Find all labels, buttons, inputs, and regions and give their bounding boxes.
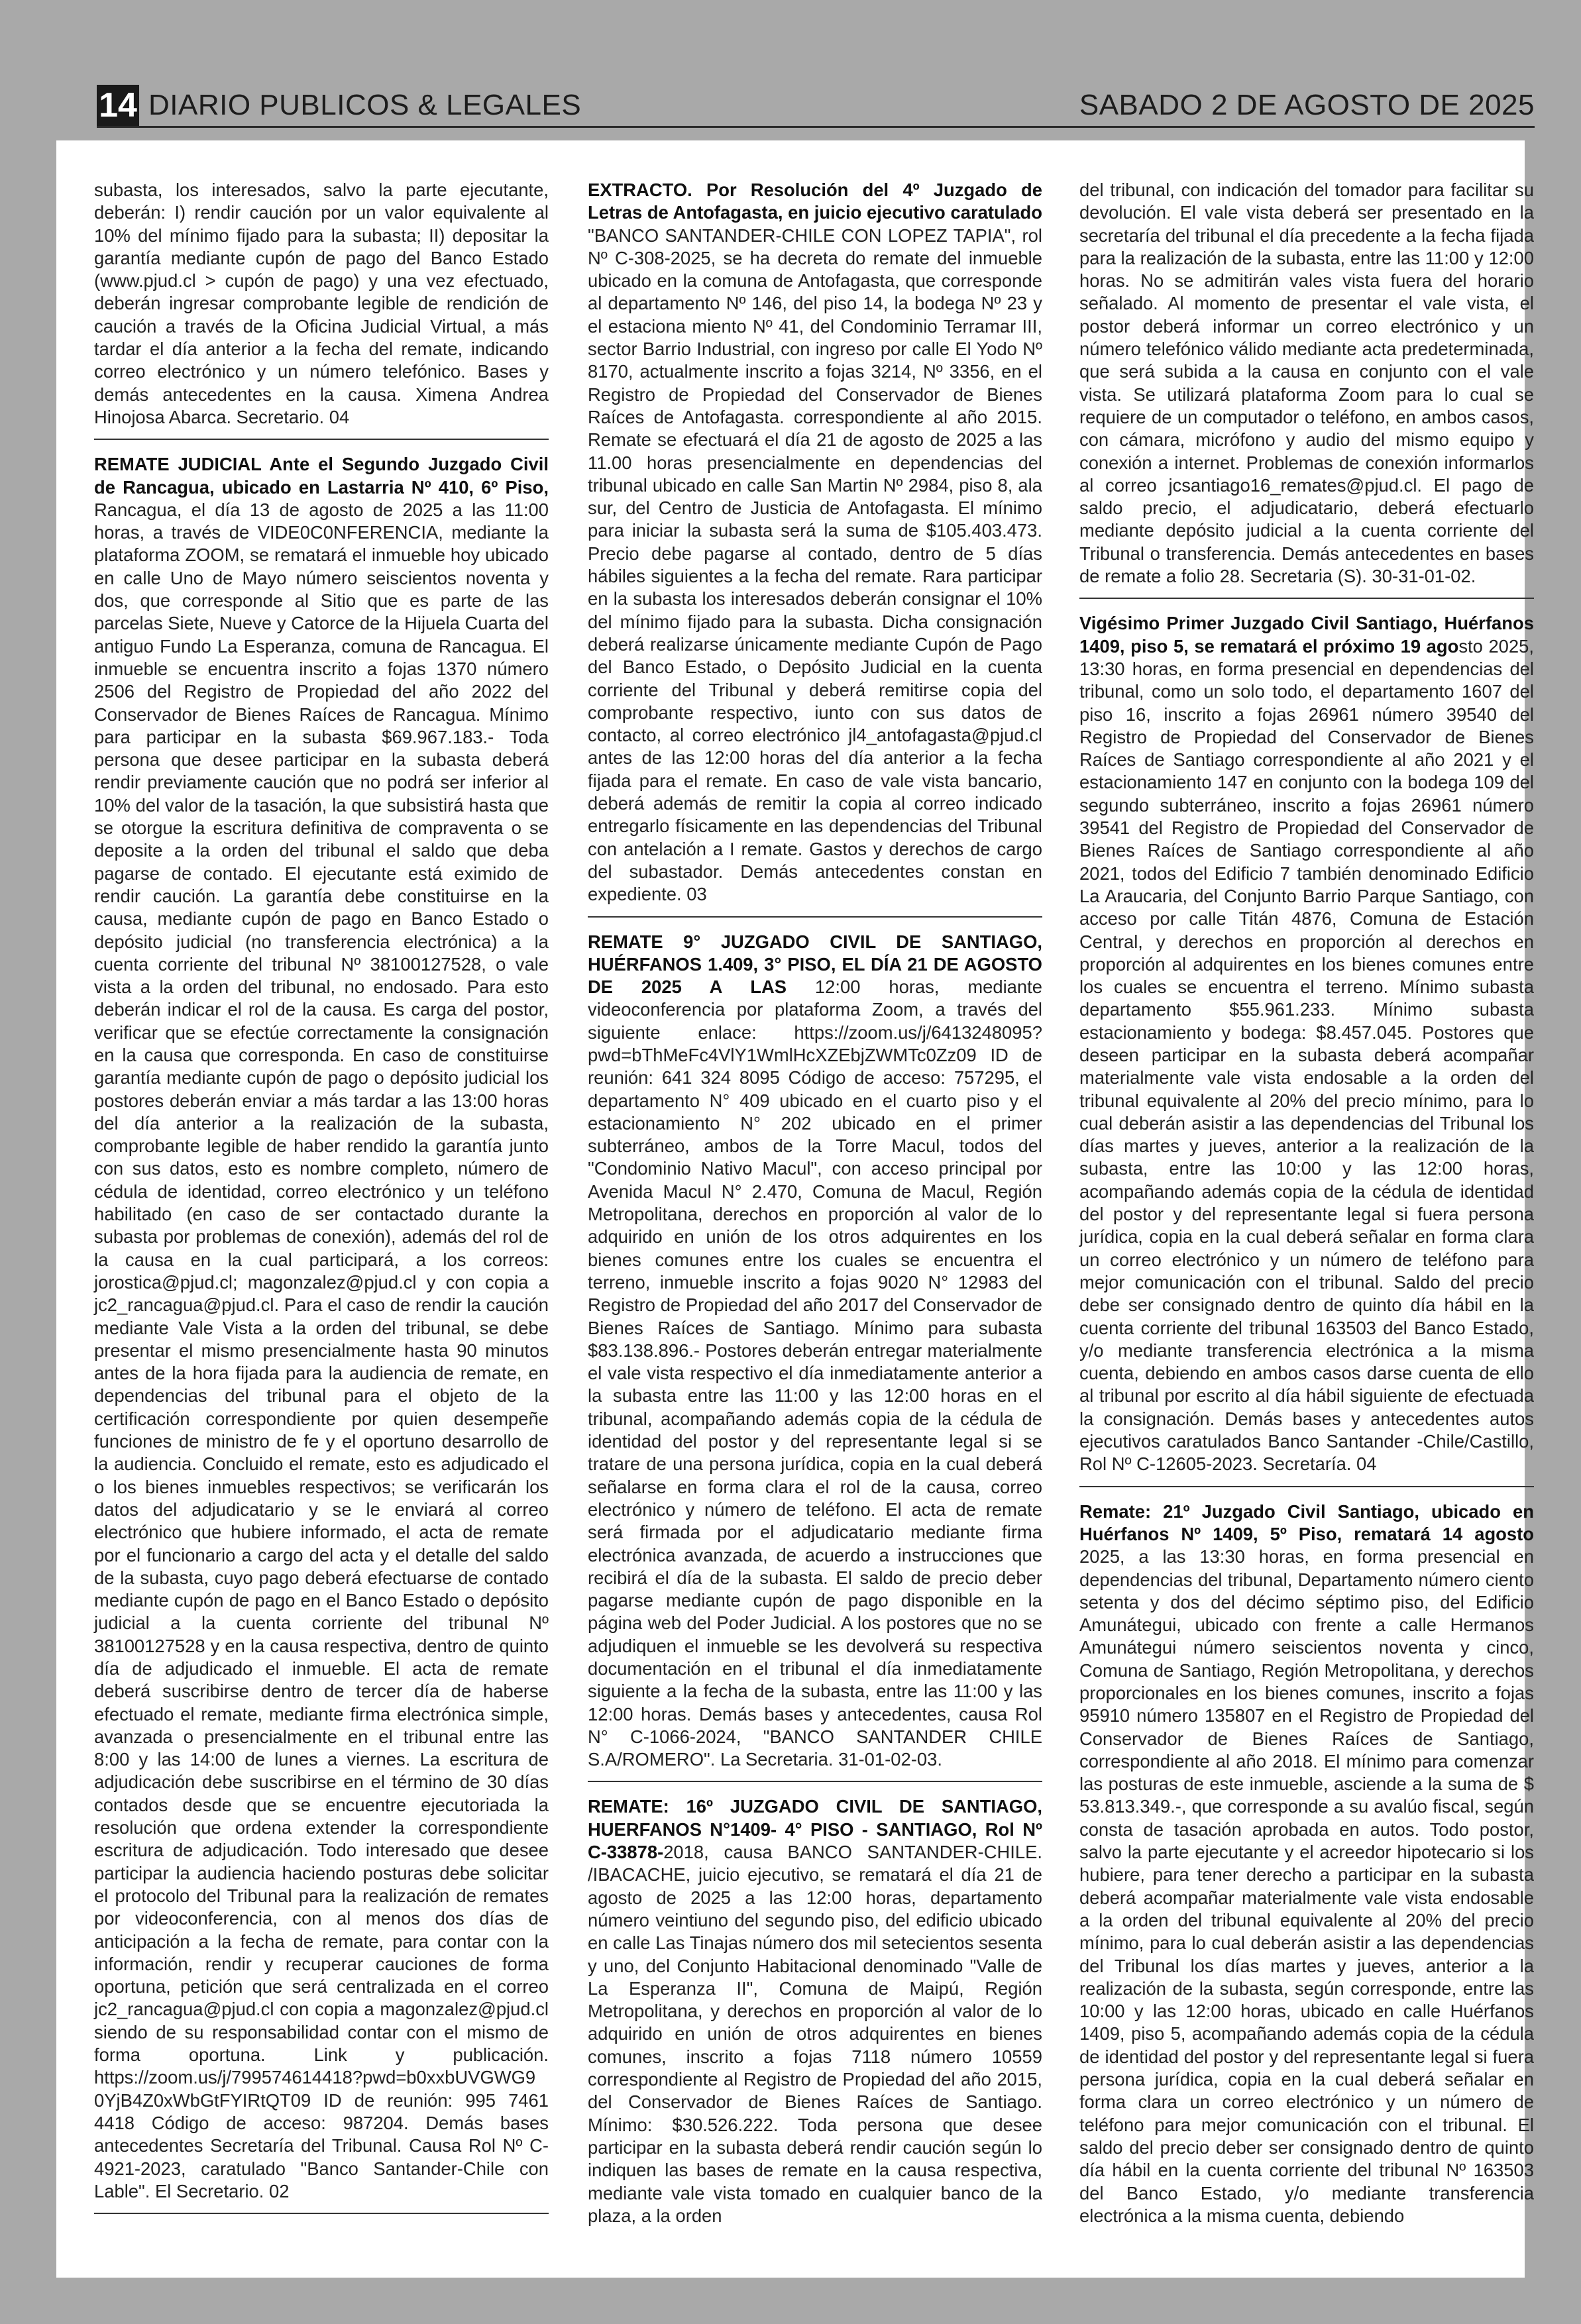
legal-notice <box>588 179 1042 906</box>
notice-heading: EXTRACTO. Por Resolución del 4º Juzgado de Letras de Antofagasta, en juicio ejecutivo caratulado <box>588 180 1042 223</box>
column-3 <box>1079 179 1534 2227</box>
notice-heading: Vigésimo Primer Juzgado Civil Santiago, Huérfanos 1409, piso 5, se rematará el próximo 19 ago <box>1079 613 1534 657</box>
notice-divider <box>588 916 1042 918</box>
notice-body: 12:00 horas, mediante videoconferencia por plataforma Zoom, a través del siguiente enlace: https://zoom.us/j/6413248095?pwd=bThMeFc4VlY1WmlHcXZEbjZWMTc0Zz09 ID de reunión: 641 324 8095 Código de acceso: 757295, el departamento N° 409 ubicado en el cuarto piso y el estacionamiento N° 202 ubicado en el primer subterráneo, ambos de la Torre Macul, todos del "Condominio Nativo Macul", con acceso principal por Avenida Macul N° 2.470, Comuna de Macul, Región Metropolitana, derechos en proporción al valor de lo adquirido en unión de los otros adquirentes en los bienes comunes entre los cuales se encuentra el terreno, inmueble inscrito a fojas 9020 N° 12983 del Registro de Propiedad del año 2017 del Conservador de Bienes Raíces de Santiago. Mínimo para subasta $83.138.896.- Postores deberán entregar materialmente el vale vista respectivo el día inmediatamente anterior a la subasta entre las 11:00 y las 12:00 horas en el tribunal, acompañando además copia de la cédula de identidad del postor y del representante legal si se tratare de una persona jurídica, copia en la cual deberá señalarse en forma clara el rol de la causa, correo electrónico y número de teléfono. El acta de remate será firmada por el adjudicatario mediante firma electrónica avanzada, de acuerdo a instrucciones que recibirá el día de la subasta. El saldo de precio deber pagarse mediante cupón de pago disponible en la página web del Poder Judicial. A los postores que no se adjudiquen el inmueble se les devolverá su respectiva documentación en el tribunal el día inmediatamente siguiente a la fecha de la subasta, entre las 11:00 y las 12:00 horas. Demás bases y antecedentes, causa Rol N° C-1066-2024, "BANCO SANTANDER CHILE S.A/ROMERO". La Secretaria. 31-01-02-03. <box>588 977 1042 1770</box>
legal-notice <box>588 931 1042 1771</box>
publication-title: DIARIO PUBLICOS & LEGALES <box>148 89 582 121</box>
legal-notice <box>94 179 549 429</box>
legal-notice <box>94 453 549 2203</box>
notice-body: sto 2025, 13:30 horas, en forma presencial en dependencias del tribunal, como un solo todo, el departamento 1607 del piso 16, inscrito a fojas 26961 número 39540 del Registro de Propiedad del Conservador de Bienes Raíces de Santiago correspondiente al año 2021 y el estacionamiento 147 en conjunto con la bodega 109 del segundo subterráneo, inscrito a fojas 26961 número 39541 del Registro de Propiedad del Conservador de Bienes Raíces de Santiago correspondiente al año 2021, todos del Edificio 7 también denominado Edificio La Araucaria, del Conjunto Barrio Parque Santiago, con acceso por calle Titán 4876, Comuna de Estación Central, y derechos en proporción al derechos en proporción al adquirentes en los bienes comunes entre los cuales se encuentra el terreno. Mínimo subasta departamento $55.961.233. Mínimo subasta estacionamiento y bodega: $8.457.045. Postores que deseen participar en la subasta deberá acompañar materialmente vale vista endosable a la orden del tribunal equivalente al 20% del precio mínimo, para lo cual deberán asistir a las dependencias del Tribunal los días martes y jueves, anterior a la realización de la subasta, entre las 10:00 y las 12:00 horas, acompañando además copia de la cédula de identidad del postor y del representante legal si fuera persona jurídica, copia en la cual deberá señalar en forma clara un correo electrónico y un número de teléfono para mejor comunicación con el tribunal. Saldo del precio debe ser consignado dentro de quinto día hábil en la cuenta corriente del tribunal 163503 del Banco Estado, y/o mediante transferencia electrónica a la misma cuenta, debiendo en ambos casos darse cuenta de ello al tribunal por escrito al día hábil siguiente de efectuada la consignación. Demás bases y antecedentes autos ejecutivos caratulados Banco Santander -Chile/Castillo, Rol Nº C-12605-2023. Secretaría. 04 <box>1079 635 1534 1475</box>
notice-body: 2025, a las 13:30 horas, en forma presencial en dependencias del tribunal, Departamento número ciento setenta y dos del décimo séptimo piso, del Edificio Amunátegui, ubicado con frente a calle Hermanos Amunátegui número seiscientos noventa y cinco, Comuna de Santiago, Región Metropolitana, y derechos proporcionales en los bienes comunes, inscrito a fojas 95910 número 135807 en el Registro de Propiedad del Conservador de Bienes Raíces de Santiago, correspondiente al año 2018. El mínimo para comenzar las posturas de este inmueble, asciende a la suma de $ 53.813.349.-, que corresponde a su avalúo fiscal, según consta de tasación aprobada en autos. Todo postor, salvo la parte ejecutante y el acreedor hipotecario si los hubiere, para tener derecho a participar en la subasta deberá acompañar materialmente vale vista endosable a la orden del tribunal equivalente al 20% del precio mínimo, para lo cual deberán asistir a las dependencias del Tribunal los días martes y jueves, anterior a la realización de la subasta, según corresponde, entre las 10:00 y las 12:00 horas, ubicado en calle Huérfanos 1409, piso 5, acompañando además copia de la cédula de identidad del postor y del representante legal si fuera persona jurídica, copia en la cual deberá señalar en forma clara un correo electrónico y un número de teléfono para mejor comunicación con el tribunal. El saldo del precio deber ser consignado dentro de quinto día hábil en la cuenta corriente del tribunal Nº 163503 del Banco Estado, y/o mediante transferencia electrónica a la misma cuenta, debiendo <box>1079 1546 1534 2226</box>
notice-body: del tribunal, con indicación del tomador para facilitar su devolución. El vale vista deberá ser presentado en la secretaría del tribunal el día precedente a la fecha fijada para la realización de la subasta, entre las 11:00 y 12:00 horas. No se admitirán vales vista fuera del horario señalado. Al momento de presentar el vale vista, el postor deberá informar un correo electrónico y un número telefónico válido mediante acta predeterminada, que será subida a la causa en conjunto con el vale vista. Se utilizará plataforma Zoom para lo cual se requiere de un computador o teléfono, en ambos casos, con cámara, micrófono y audio del mismo equipo y conexión a internet. Problemas de conexión informarlos al correo jcsantiago16_remates@pjud.cl. El pago de saldo precio, el adjudicatario, deberá efectuarlo mediante depósito judicial a la cuenta corriente del Tribunal o transferencia. Demás antecedentes en bases de remate a folio 28. Secretaria (S). 30-31-01-02. <box>1079 180 1534 587</box>
notice-divider <box>588 1781 1042 1782</box>
notice-heading: Remate: 21º Juzgado Civil Santiago, ubicado en Huérfanos Nº 1409, 5º Piso, rematará 14 agosto <box>1079 1501 1534 1544</box>
page-number: 14 <box>97 85 139 126</box>
legal-notice <box>1079 179 1534 588</box>
notice-divider <box>1079 1486 1534 1487</box>
notice-body: 2018, causa BANCO SANTANDER-CHILE. /IBACACHE, juicio ejecutivo, se rematará el día 21 de agosto de 2025 a las 12:00 horas, departamento número veintiuno del segundo piso, del edificio ubicado en calle Las Tinajas número dos mil setecientos sesenta y uno, del Conjunto Habitacional denominado "Valle de La Esperanza II", Comuna de Maipú, Región Metropolitana, y derechos en proporción al valor de lo adquirido en unión de otros adquirentes en bienes comunes, inscrito a fojas 7118 número 10559 correspondiente al Registro de Propiedad del año 2015, del Conservador de Bienes Raíces de Santiago. Mínimo: $30.526.222. Toda persona que desee participar en la subasta deberá rendir caución según lo indiquen las bases de remate en la causa respectiva, mediante vale vista tomado en cualquier banco de la plaza, a la orden <box>588 1842 1042 2226</box>
column-1 <box>94 179 549 2227</box>
notice-heading: REMATE: 16º JUZGADO CIVIL DE SANTIAGO, HUERFANOS N°1409- 4° PISO - SANTIAGO, Rol Nº C-33878- <box>588 1796 1042 1863</box>
publication-date: SABADO 2 DE AGOSTO DE 2025 <box>1079 89 1535 121</box>
notice-body: Rancagua, el día 13 de agosto de 2025 a las 11:00 horas, a través de VIDE0C0NFERENCIA, mediante la plataforma ZOOM, se rematará el inmueble hoy ubicado en calle Uno de Mayo número seiscientos noventa y dos, que corresponde al Sitio que es parte de las parcelas Siete, Nueve y Catorce de la Hijuela Cuarta del antiguo Fundo La Esperanza, comuna de Rancagua. El inmueble se encuentra inscrito a fojas 1370 número 2506 del Registro de Propiedad del año 2022 del Conservador de Bienes Raíces de Rancagua. Mínimo para participar en la subasta $69.967.183.- Toda persona que desee participar en la subasta deberá rendir previamente caución que no podrá ser inferior al 10% del valor de la tasación, la que subsistirá hasta que se otorgue la escritura definitiva de compraventa o se deposite a la orden del tribunal el saldo que deba pagarse de contado. El ejecutante está eximido de rendir caución. La garantía debe constituirse en la causa, mediante cupón de pago en Banco Estado o depósito judicial (no transferencia electrónica) a la cuenta corriente del tribunal Nº 38100127528, o vale vista a la orden del tribunal, no endosado. Para esto deberán indicar el rol de la causa. Es carga del postor, verificar que se efectúe correctamente la consignación en la causa que corresponda. En caso de constituirse garantía mediante cupón de pago o depósito judicial los postores deberán enviar a más tardar a las 13:00 horas del día anterior a la realización de la subasta, comprobante legible de haber rendido la garantía junto con sus datos, esto es nombre completo, número de cédula de identidad, correo electrónico y un teléfono habilitado (en caso de ser contactado durante la subasta por problemas de conexión), además del rol de la causa en la cual participará, a los correos: jorostica@pjud.cl; magonzalez@pjud.cl y con copia a jc2_rancagua@pjud.cl. Para el caso de rendir la caución mediante Vale Vista a la orden del tribunal, se debe presentar el mismo presencialmente hasta 90 minutos antes de la hora fijada para la audiencia de remate, en dependencias del tribunal para el objeto de la certificación correspondiente por quien desempeñe funciones de ministro de fe y el oportuno desarrollo de la audiencia. Concluido el remate, esto es adjudicado el o los bienes inmuebles respectivos; se verificarán los datos del adjudicatario y se le enviará al correo electrónico que hubiere informado, el acta de remate por el funcionario a cargo del acta y el detalle del saldo de la subasta, cuyo pago deberá efectuarse de contado mediante cupón de pago en el Banco Estado o depósito judicial a la cuenta corriente del tribunal Nº 38100127528 y en la causa respectiva, dentro de quinto día de adjudicado el inmueble. El acta de remate deberá suscribirse dentro de tercer día de haberse efectuado el remate, mediante firma electrónica simple, avanzada o presencialmente en el tribunal entre las 8:00 y las 14:00 de lunes a viernes. La escritura de adjudicación debe suscribirse en el término de 30 días contados desde que se encuentre ejecutoriada la resolución que ordena extender la correspondiente escritura de adjudicación. Todo interesado que desee participar la audiencia haciendo posturas debe solicitar el protocolo del Tribunal para la realización de remates por videoconferencia, con al menos dos días de anticipación a la fecha de remate, para contar con la información, rendir y recuperar cauciones de forma oportuna, petición que será centralizada en el correo jc2_rancagua@pjud.cl con copia a magonzalez@pjud.cl siendo de su responsabilidad contar con el mismo de forma oportuna. Link y publicación. https://zoom.us/j/799574614418?pwd=b0xxbUVGWG9 0YjB4Z0xWbGtFYIRtQT09 ID de reunión: 995 7461 4418 Código de acceso: 987204. Demás bases antecedentes Secretaría del Tribunal. Causa Rol Nº C-4921-2023, caratulado "Banco Santander-Chile con Lable". El Secretario. 02 <box>94 499 549 2201</box>
notice-heading: REMATE 9° JUZGADO CIVIL DE SANTIAGO, HUÉRFANOS 1.409, 3° PISO, EL DÍA 21 DE AGOSTO DE 2025 A LAS <box>588 931 1042 998</box>
legal-notice <box>1079 612 1534 1475</box>
notice-divider <box>1079 598 1534 599</box>
notice-heading: REMATE JUDICIAL Ante el Segundo Juzgado Civil de Rancagua, ubicado en Lastarria Nº 410, 6º Piso, <box>94 454 549 498</box>
page-header <box>97 85 1535 128</box>
newspaper-page <box>56 140 1534 2278</box>
notice-body: "BANCO SANTANDER-CHILE CON LOPEZ TAPIA", rol Nº C-308-2025, se ha decreta do remate del inmueble ubicado en la comuna de Antofagasta, que corresponde al departamento Nº 146, del piso 14, la bodega Nº 23 y el estaciona miento Nº 41, del Condominio Terramar III, sector Barrio Industrial, con ingreso por calle El Yodo Nº 8170, actualmente inscrito a fojas 3214, Nº 3356, en el Registro de Propiedad del Conservador de Bienes Raíces de Antofagasta. correspondiente al año 2015. Remate se efectuará el día 21 de agosto de 2025 a las 11.00 horas presencialmente en dependencias del tribunal ubicado en calle San Martin Nº 2984, piso 8, ala sur, del Centro de Justicia de Antofagasta. El mínimo para iniciar la subasta será la suma de $105.403.473. Precio debe pagarse al contado, dentro de 5 días hábiles siguientes a la fecha del remate. Rara participar en la subasta los interesados deberán consignar el 10% del mínimo fijado para la subasta. Dicha consignación deberá realizarse únicamente mediante Cupón de Pago del Banco Estado, o Depósito Judicial en la cuenta corriente del Tribunal y deberá remitirse copia del comprobante respectivo, iunto con sus datos de contacto, al correo electrónico jl4_antofagasta@pjud.cl antes de las 12:00 horas del día anterior a la fecha fijada para el remate. En caso de vale vista bancario, deberá además de remitir la copia al correo indicado entregarlo físicamente en las dependencias del Tribunal con antelación a I remate. Gastos y derechos de cargo del subastador. Demás antecedentes constan en expediente. 03 <box>588 225 1042 905</box>
notice-divider <box>94 2213 549 2214</box>
legal-notice <box>588 1795 1042 2227</box>
column-2 <box>588 179 1042 2227</box>
legal-notice <box>1079 1501 1534 2228</box>
notice-divider <box>94 439 549 440</box>
notice-body: subasta, los interesados, salvo la parte ejecutante, deberán: I) rendir caución por un valor equivalente al 10% del mínimo fijado para la subasta; II) depositar la garantía mediante cupón de pago del Banco Estado (www.pjud.cl > cupón de pago) y una vez efectuado, deberán ingresar comprobante legible de rendición de caución a través de la Oficina Judicial Virtual, a más tardar el día anterior a la fecha del remate, indicando correo electrónico y un número telefónico. Bases y demás antecedentes en la causa. Ximena Andrea Hinojosa Abarca. Secretario. 04 <box>94 180 549 427</box>
